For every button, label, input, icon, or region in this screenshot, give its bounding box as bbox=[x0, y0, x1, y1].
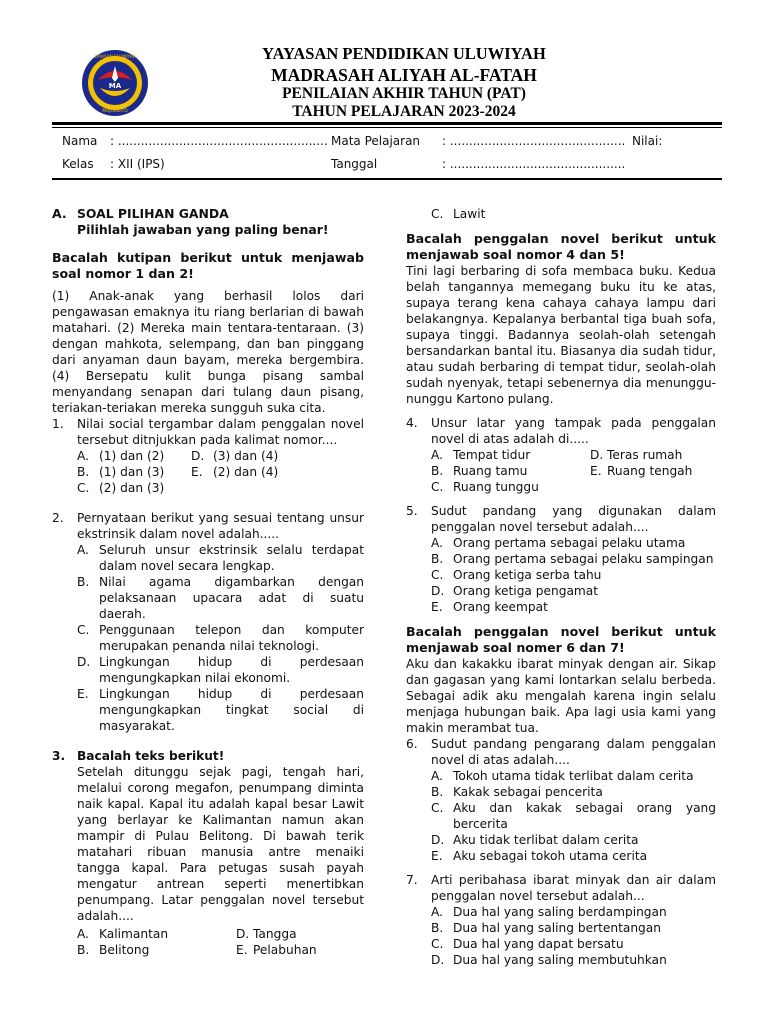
option-text: Aku sebagai tokoh utama cerita bbox=[453, 849, 648, 863]
option[interactable] bbox=[191, 464, 364, 480]
option[interactable] bbox=[431, 447, 590, 463]
left-column bbox=[52, 206, 364, 958]
exam-title: PENILAIAN AKHIR TAHUN (PAT) bbox=[282, 85, 526, 102]
option-letter: D. bbox=[590, 448, 604, 462]
option-text: Tempat tidur bbox=[453, 448, 531, 462]
option-letter: B. bbox=[77, 465, 90, 479]
option-letter: B. bbox=[431, 464, 444, 478]
option-text: Lingkungan hidup di perdesaan mengungkapkan tingkat social di masyarakat. bbox=[99, 687, 364, 733]
option-letter: A. bbox=[431, 536, 443, 550]
option-letter: E. bbox=[191, 465, 203, 479]
option-letter: E. bbox=[77, 687, 89, 701]
option-text: Orang ketiga pengamat bbox=[453, 584, 599, 598]
option-text: (2) dan (4) bbox=[213, 465, 279, 479]
option-letter: D. bbox=[431, 584, 445, 598]
option[interactable] bbox=[77, 926, 236, 942]
option[interactable] bbox=[77, 542, 364, 574]
option-text: Orang pertama sebagai pelaku utama bbox=[453, 536, 686, 550]
option-letter: A. bbox=[77, 543, 89, 557]
option-text: Dua hal yang saling bertentangan bbox=[453, 921, 661, 935]
option-letter: C. bbox=[77, 481, 90, 495]
option-letter: A. bbox=[77, 449, 89, 463]
option-text: (2) dan (3) bbox=[99, 481, 165, 495]
question-3-options bbox=[77, 926, 364, 958]
section-instruction: Pilihlah jawaban yang paling benar! bbox=[77, 222, 329, 237]
question-number: 2. bbox=[52, 511, 64, 525]
option[interactable] bbox=[431, 936, 716, 952]
passage2-text: Tini lagi berbaring di sofa membaca buku. Kedua belah tangannya memegang buku itu ke atas, supaya terang kena cahaya cahaya lampu dari belakangnya. Kepalanya berbantal tiga buah sofa, supaya tinggi. Badannya seolah-olah setengah bersandarkan bantal itu. Biasanya dia sudah tidur, atau sudah berbaring di tempat tidur, seolah-olah sudah nyenyak, tetapi sebenernya dia menunggu-nunggu Kartono pulang. bbox=[406, 264, 716, 406]
option-letter: B. bbox=[431, 921, 444, 935]
option[interactable] bbox=[77, 622, 364, 654]
right-column bbox=[406, 206, 716, 968]
mapel-field[interactable]: : .............................................. bbox=[442, 134, 626, 148]
option-text: Orang pertama sebagai pelaku sampingan bbox=[453, 552, 714, 566]
logo-center-text: MA bbox=[108, 82, 122, 90]
question-7 bbox=[406, 872, 716, 904]
option[interactable] bbox=[431, 784, 716, 800]
option-text: Dua hal yang dapat bersatu bbox=[453, 937, 624, 951]
question-heading: Bacalah teks berikut! bbox=[77, 749, 225, 763]
option[interactable] bbox=[590, 447, 716, 463]
option-text: Seluruh unsur ekstrinsik selalu terdapat dalam novel secara lengkap. bbox=[99, 543, 364, 573]
question-number: 3. bbox=[52, 749, 66, 763]
option-text: Penggunaan telepon dan komputer merupakan penanda nilai teknologi. bbox=[99, 623, 364, 653]
academic-year: TAHUN PELAJARAN 2023-2024 bbox=[292, 103, 516, 120]
option-letter: B. bbox=[77, 943, 90, 957]
option-letter: E. bbox=[590, 464, 602, 478]
option-letter: A. bbox=[431, 769, 443, 783]
option-text: Teras rumah bbox=[607, 448, 683, 462]
question-3-text: Setelah ditunggu sejak pagi, tengah hari, melalui corong megafon, penumpang diminta naik kapal. Kapal itu adalah kapal besar Lawit yang berlayar ke Kalimantan namun akan mampir di Pulau Belitong. Di bawah terik matahari ribuan manusia antre menaiki tangga kapal. Para petugas susah payah mengatur antrean seperti menertibkan penumpang. Latar penggalan novel tersebut adalah.... bbox=[77, 765, 364, 923]
option-letter: D. bbox=[191, 449, 205, 463]
option-text: Kakak sebagai pencerita bbox=[453, 785, 603, 799]
section-heading bbox=[52, 206, 364, 222]
option-text: Tangga bbox=[253, 927, 297, 941]
question-text: Pernyataan berikut yang sesuai tentang unsur ekstrinsik dalam novel adalah..... bbox=[77, 511, 364, 541]
question-5 bbox=[406, 503, 716, 535]
question-4-options bbox=[431, 447, 716, 495]
option-text: Ruang tengah bbox=[607, 464, 693, 478]
option[interactable] bbox=[431, 800, 716, 832]
option-letter: E. bbox=[431, 849, 443, 863]
question-2 bbox=[52, 510, 364, 542]
option[interactable] bbox=[431, 832, 716, 848]
question-4 bbox=[406, 415, 716, 447]
option-text: (1) dan (2) bbox=[99, 449, 165, 463]
option-text: Ruang tamu bbox=[453, 464, 528, 478]
option[interactable] bbox=[191, 448, 364, 464]
passage3-heading: Bacalah penggalan novel berikut untuk menjawab soal nomer 6 dan 7! bbox=[406, 624, 716, 655]
exam-header bbox=[0, 0, 768, 130]
option[interactable] bbox=[431, 463, 590, 479]
option-text: Kalimantan bbox=[99, 927, 169, 941]
school-name: MADRASAH ALIYAH AL-FATAH bbox=[271, 65, 537, 85]
option-letter: D. bbox=[236, 927, 250, 941]
option[interactable] bbox=[77, 686, 364, 734]
option[interactable] bbox=[77, 574, 364, 622]
option-text: Tokoh utama tidak terlibat dalam cerita bbox=[453, 769, 694, 783]
question-1 bbox=[52, 416, 364, 448]
option-text: Pelabuhan bbox=[253, 943, 317, 957]
option[interactable] bbox=[431, 952, 716, 968]
option-letter: C. bbox=[431, 568, 444, 582]
option[interactable] bbox=[590, 463, 716, 479]
option-text: Dua hal yang saling berdampingan bbox=[453, 905, 667, 919]
passage3-text: Aku dan kakakku ibarat minyak dengan air. Sikap dan gagasan yang kami lontarkan selalu berbeda. Sebagai adik aku mengalah karena ingin selalu menjaga hubungan baik. Apa lagi usia kami yang makin merambat tua. bbox=[406, 657, 716, 735]
question-number: 7. bbox=[406, 873, 418, 887]
option-text: Ruang tunggu bbox=[453, 480, 539, 494]
option[interactable] bbox=[431, 904, 716, 920]
header-rule-thick bbox=[52, 122, 722, 125]
option-letter: C. bbox=[431, 801, 444, 815]
question-number: 6. bbox=[406, 737, 418, 751]
nilai-label: Nilai: bbox=[632, 134, 663, 148]
option-text: Dua hal yang saling membutuhkan bbox=[453, 953, 667, 967]
question-1-options bbox=[77, 448, 364, 496]
tanggal-field[interactable]: : .............................................. bbox=[442, 157, 626, 171]
option-letter: E. bbox=[431, 600, 443, 614]
question-6 bbox=[406, 736, 716, 768]
tanggal-label: Tanggal bbox=[331, 157, 378, 171]
kelas-value: : XII (IPS) bbox=[110, 157, 165, 171]
nama-field[interactable]: : ....................................................... bbox=[110, 134, 328, 148]
section-title: SOAL PILIHAN GANDA bbox=[77, 206, 229, 221]
question-text: Sudut pandang yang digunakan dalam penggalan novel tersebut adalah.... bbox=[431, 504, 716, 534]
section-letter: A. bbox=[52, 206, 67, 221]
option-letter: C. bbox=[77, 623, 90, 637]
option[interactable] bbox=[77, 942, 236, 958]
option-letter: D. bbox=[431, 833, 445, 847]
option[interactable] bbox=[431, 848, 716, 864]
logo-top-text: YAYASAN ULUWIYAH bbox=[94, 54, 136, 59]
option[interactable] bbox=[236, 926, 364, 942]
option[interactable] bbox=[431, 567, 716, 583]
option-text: Nilai agama digambarkan dengan pelaksanaan upacara adat di suatu daerah. bbox=[99, 575, 364, 621]
question-text: Sudut pandang pengarang dalam penggalan novel di atas adalah.... bbox=[431, 737, 716, 767]
option-text: Orang keempat bbox=[453, 600, 548, 614]
option[interactable] bbox=[77, 448, 191, 464]
option-text: Belitong bbox=[99, 943, 150, 957]
option-letter: B. bbox=[431, 552, 444, 566]
option-letter: C. bbox=[431, 937, 444, 951]
option-letter: C. bbox=[431, 207, 444, 221]
question-text: Unsur latar yang tampak pada penggalan novel di atas adalah di..... bbox=[431, 416, 716, 446]
question-text: Nilai social tergambar dalam penggalan novel tersebut ditnjukkan pada kalimat nomor.... bbox=[77, 417, 364, 447]
passage2-heading: Bacalah penggalan novel berikut untuk menjawab soal nomor 4 dan 5! bbox=[406, 231, 716, 262]
option-letter: D. bbox=[77, 655, 91, 669]
info-rule bbox=[52, 178, 722, 180]
option-text: Aku tidak terlibat dalam cerita bbox=[453, 833, 639, 847]
option[interactable] bbox=[77, 464, 191, 480]
option[interactable] bbox=[431, 920, 716, 936]
option-letter: A. bbox=[77, 927, 89, 941]
question-number: 1. bbox=[52, 417, 64, 431]
header-rule-thin bbox=[52, 127, 722, 128]
option[interactable] bbox=[236, 942, 364, 958]
nama-label: Nama bbox=[62, 134, 98, 148]
kelas-label: Kelas bbox=[62, 157, 94, 171]
option[interactable] bbox=[431, 583, 716, 599]
option-letter: A. bbox=[431, 448, 443, 462]
option-letter: B. bbox=[77, 575, 90, 589]
question-number: 4. bbox=[406, 416, 418, 430]
option-text: (1) dan (3) bbox=[99, 465, 165, 479]
logo-bottom-text: MOJOKERTO bbox=[102, 108, 128, 113]
option-text: Aku dan kakak sebagai orang yang bercerita bbox=[453, 801, 716, 831]
option[interactable] bbox=[431, 535, 716, 551]
mapel-label: Mata Pelajaran bbox=[331, 134, 421, 148]
option-letter: D. bbox=[431, 953, 445, 967]
option[interactable] bbox=[77, 480, 191, 496]
option-text: Lawit bbox=[453, 207, 486, 221]
option-text: Lingkungan hidup di perdesaan mengungkapkan nilai ekonomi. bbox=[99, 655, 364, 685]
foundation-name: YAYASAN PENDIDIKAN ULUWIYAH bbox=[262, 44, 546, 63]
option[interactable] bbox=[77, 654, 364, 686]
option-letter: A. bbox=[431, 905, 443, 919]
option-letter: B. bbox=[431, 785, 444, 799]
passage1-heading: Bacalah kutipan berikut untuk menjawab soal nomor 1 dan 2! bbox=[52, 250, 364, 281]
option[interactable] bbox=[431, 479, 590, 495]
option[interactable] bbox=[431, 551, 716, 567]
option-text: (3) dan (4) bbox=[213, 449, 279, 463]
option[interactable] bbox=[431, 599, 716, 615]
question-number: 5. bbox=[406, 504, 418, 518]
option-letter: C. bbox=[431, 480, 444, 494]
option-text: Orang ketiga serba tahu bbox=[453, 568, 602, 582]
passage1-text: (1) Anak-anak yang berhasil lolos dari pengawasan emaknya itu riang berlarian di bawah matahari. (2) Mereka main tentara-tentaraan. (3) dengan mahkota, selempang, dan ban pinggang dari anyaman daun bayam, mereka bergembira. (4) Bersepatu kulit bunga pisang sambal menyandang senapan dari tulang daun pisang, teriakan-teriakan mereka sungguh suka cita. bbox=[52, 289, 364, 415]
question-3 bbox=[52, 748, 364, 764]
option-letter: E. bbox=[236, 943, 248, 957]
question-text: Arti peribahasa ibarat minyak dan air dalam penggalan novel tersebut adalah... bbox=[431, 873, 716, 903]
option[interactable] bbox=[431, 206, 716, 222]
option[interactable] bbox=[431, 768, 716, 784]
